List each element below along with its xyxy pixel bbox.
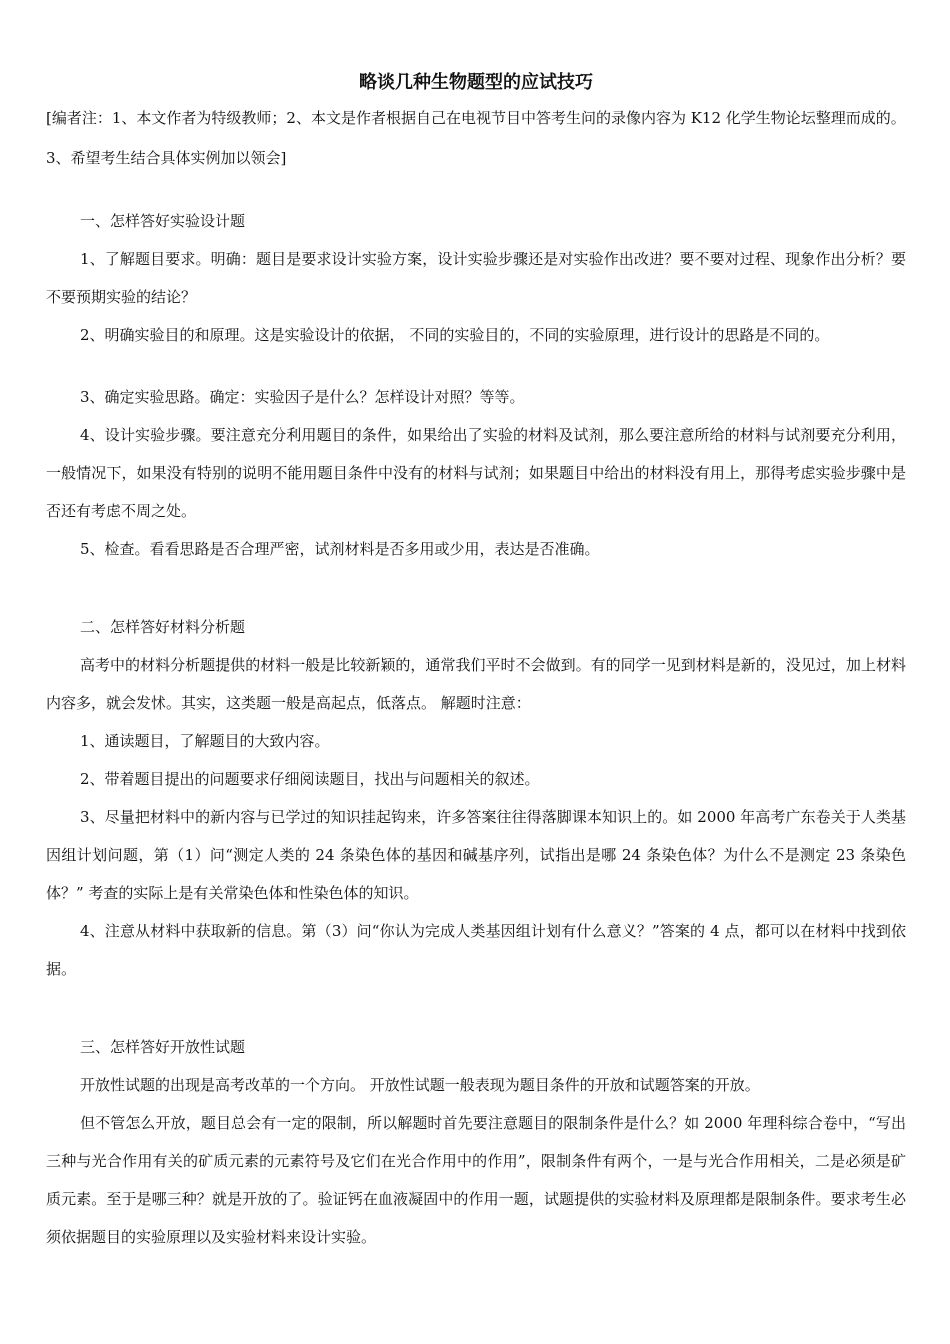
spacer — [46, 178, 906, 202]
editor-note: [编者注：1、本文作者为特级教师；2、本文是作者根据自己在电视节目中答考生问的录像内容为 K12 化学生物论坛整理而成的。3、希望考生结合具体实例加以领会] — [46, 109, 906, 167]
section3-paragraph: 但不管怎么开放，题目总会有一定的限制，所以解题时首先要注意题目的限制条件是什么？如 2000 年理科综合卷中，“写出三种与光合作用有关的矿质元素的元素符号及它们在光合作用中的作用”，限制条件有两个，一是与光合作用相关，二是必须是矿质元素。至于是哪三种？就是开放的了。验证钙在血液凝固中的作用一题，试题提供的实验材料及原理都是限制条件。要求考生必须依据题目的实验原理以及实验材料来设计实验。 — [46, 1114, 906, 1246]
section2-paragraph: 高考中的材料分析题提供的材料一般是比较新颖的，通常我们平时不会做到。有的同学一见到材料是新的，没见过，加上材料内容多，就会发怵。其实，这类题一般是高起点，低落点。 解题时注意： — [46, 656, 906, 712]
section2-paragraph: 3、尽量把材料中的新内容与已学过的知识挂起钩来，许多答案往往得落脚课本知识上的。如 2000 年高考广东卷关于人类基因组计划问题，第（1）问“测定人类的 24 条染色体的基因和碱基序列，试指出是哪 24 条染色体？为什么不是测定 23 条染色体？” 考查的实际上是有关常染色体和性染色体的知识。 — [46, 808, 906, 902]
spacer — [46, 354, 906, 378]
spacer — [46, 568, 906, 608]
section1-paragraph: 3、确定实验思路。确定：实验因子是什么？怎样设计对照？等等。 — [80, 388, 525, 406]
page-title: 略谈几种生物题型的应试技巧 — [359, 72, 593, 93]
spacer — [46, 988, 906, 1028]
section2-paragraph: 4、注意从材料中获取新的信息。第（3）问“你认为完成人类基因组计划有什么意义？”答案的 4 点，都可以在材料中找到依据。 — [46, 922, 906, 978]
section1-paragraph: 5、检查。看看思路是否合理严密，试剂材料是否多用或少用，表达是否准确。 — [80, 540, 600, 558]
section1-paragraph: 2、明确实验目的和原理。这是实验设计的依据， 不同的实验目的，不同的实验原理，进行设计的思路是不同的。 — [80, 326, 830, 344]
section2-paragraph: 1、通读题目，了解题目的大致内容。 — [80, 732, 330, 750]
section3-paragraph: 开放性试题的出现是高考改革的一个方向。 开放性试题一般表现为题目条件的开放和试题答案的开放。 — [80, 1076, 760, 1094]
section2-paragraph: 2、带着题目提出的问题要求仔细阅读题目，找出与问题相关的叙述。 — [80, 770, 540, 788]
section-heading-1: 一、怎样答好实验设计题 — [80, 212, 246, 230]
section1-paragraph: 4、设计实验步骤。要注意充分利用题目的条件，如果给出了实验的材料及试剂，那么要注意所给的材料与试剂要充分利用，一般情况下，如果没有特别的说明不能用题目条件中没有的材料与试剂；如果题目中给出的材料没有用上，那得考虑实验步骤中是否还有考虑不周之处。 — [46, 426, 906, 520]
section1-paragraph: 1、了解题目要求。明确：题目是要求设计实验方案，设计实验步骤还是对实验作出改进？要不要对过程、现象作出分析？要不要预期实验的结论？ — [46, 250, 906, 306]
section-heading-3: 三、怎样答好开放性试题 — [80, 1038, 246, 1056]
section-heading-2: 二、怎样答好材料分析题 — [80, 618, 246, 636]
